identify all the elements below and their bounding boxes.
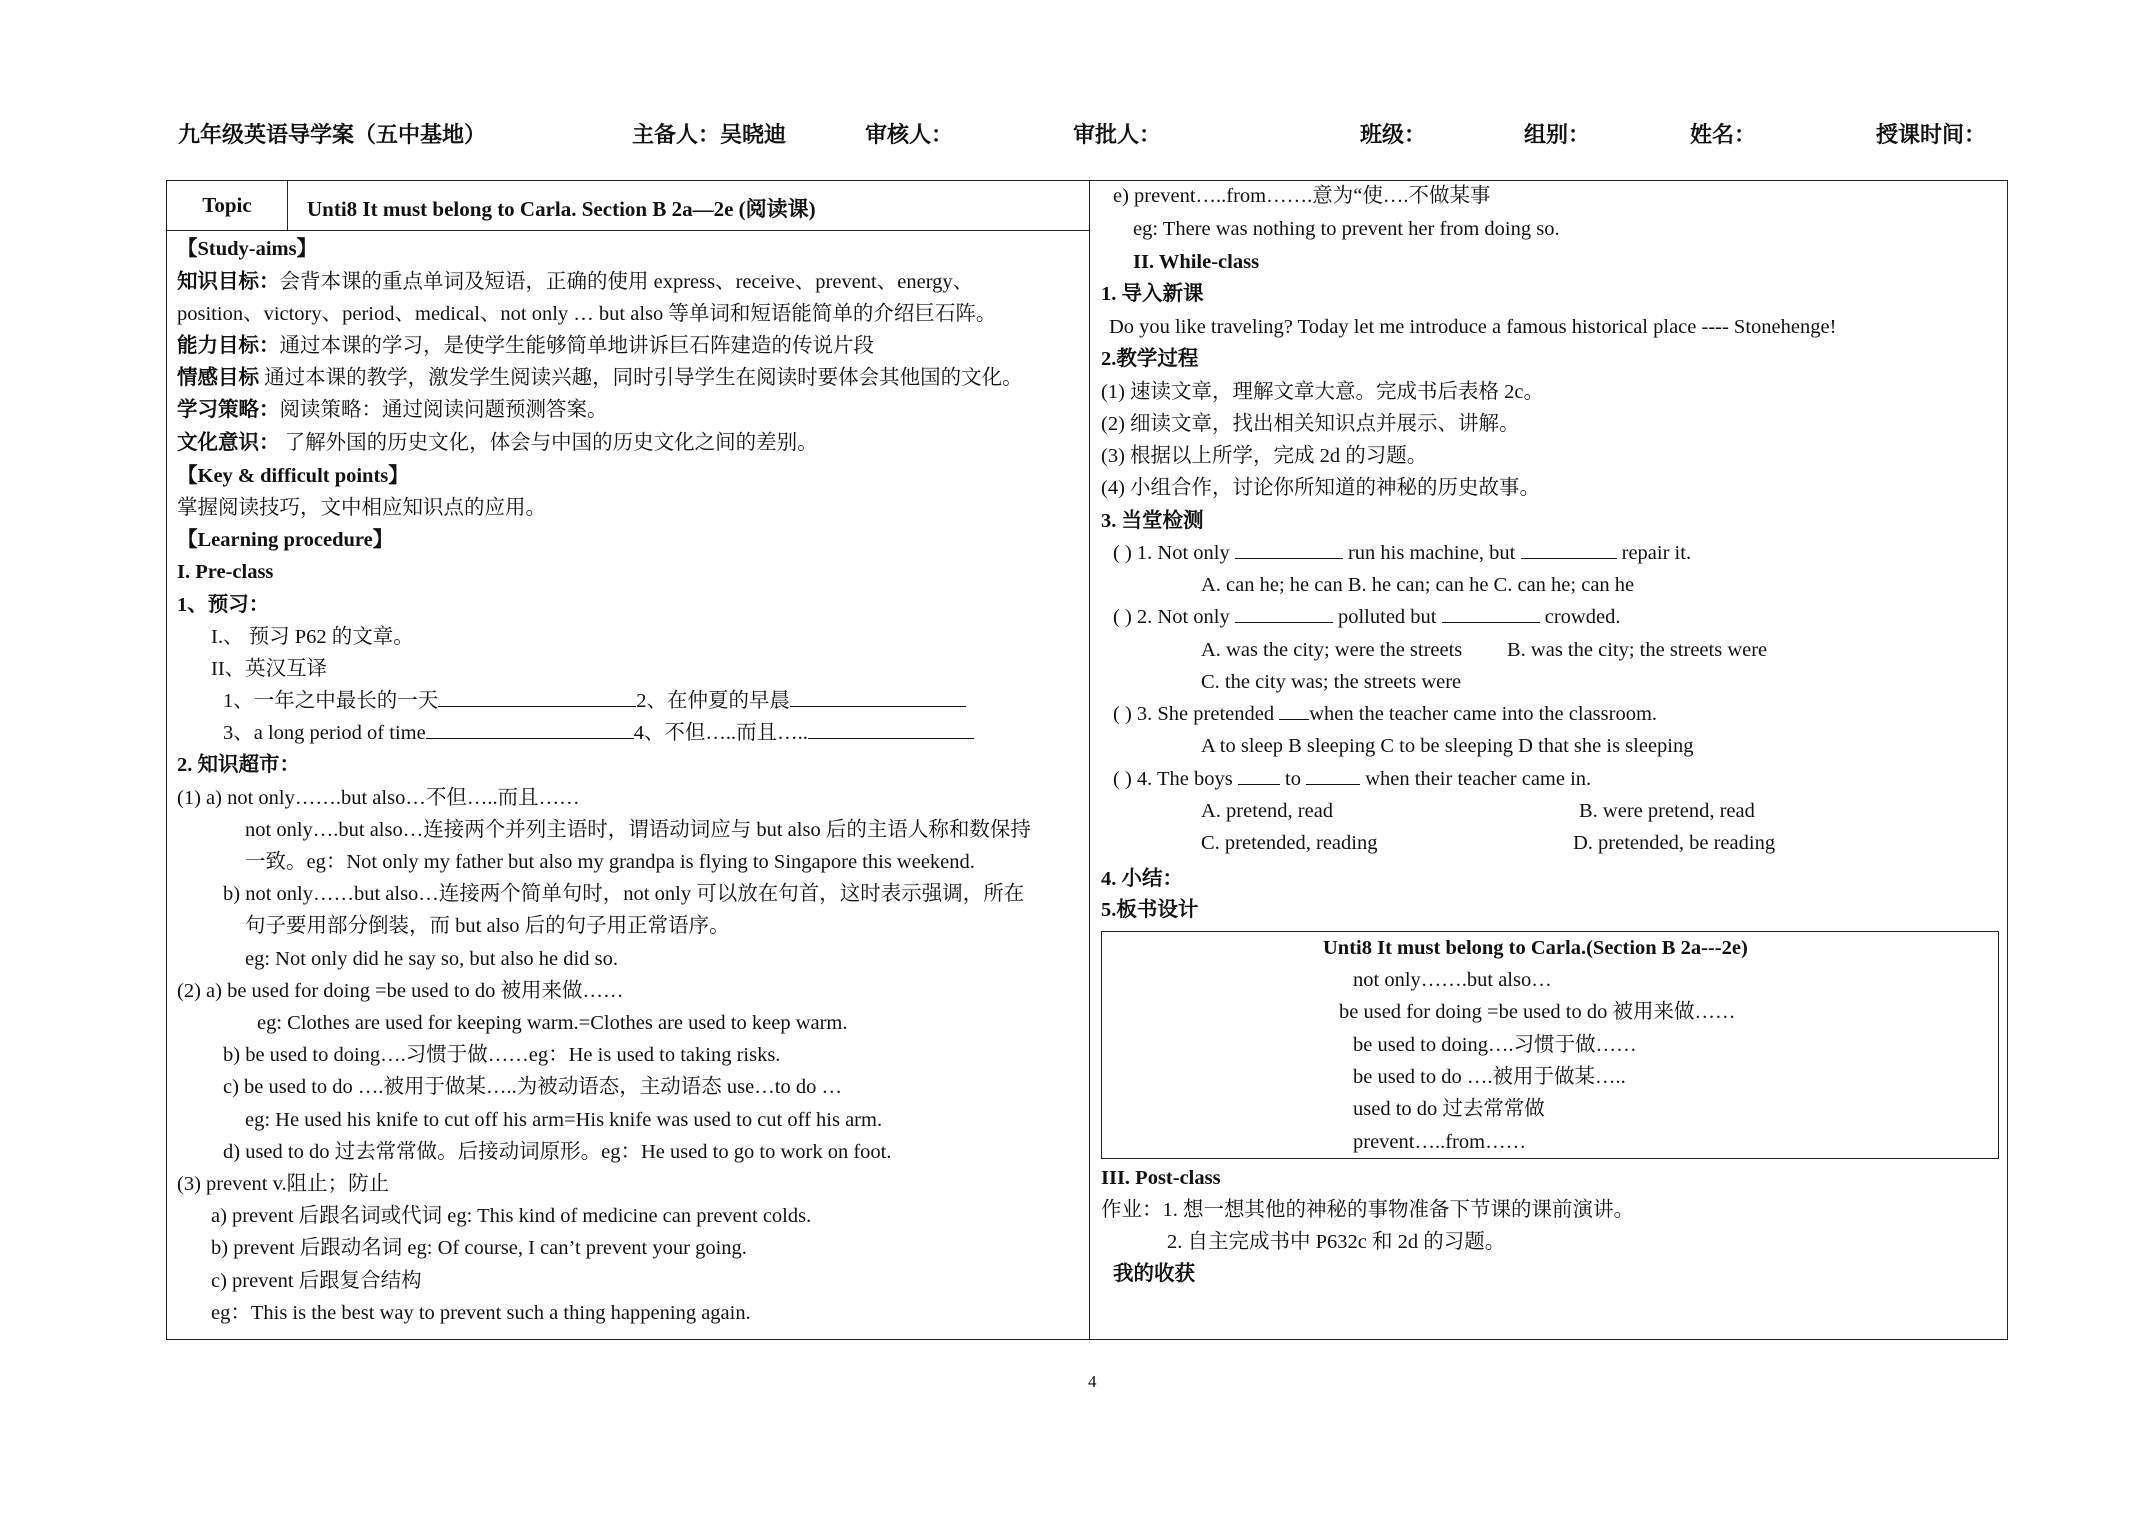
- k3-a: a) prevent 后跟名词或代词 eg: This kind of medicine can prevent colds.: [211, 1205, 812, 1227]
- column-divider: [1089, 181, 1090, 1339]
- approver: 审批人：: [1073, 122, 1162, 147]
- process-heading: 2.教学过程: [1101, 348, 1199, 370]
- preview-heading: 1、预习：: [177, 594, 270, 616]
- culture-label: 文化意识：: [177, 432, 280, 454]
- k2-a: (2) a) be used for doing =be used to do 被用来做……: [177, 980, 624, 1002]
- study-aims-heading: 【Study-aims】: [177, 238, 318, 260]
- summary-heading: 4. 小结：: [1101, 868, 1183, 890]
- question-4-option-a: A. pretend, read: [1201, 800, 1334, 822]
- ability-aim-text: 通过本课的学习，是使学生能够简单地讲诉巨石阵建造的传说片段: [279, 335, 874, 357]
- board-line-2: be used for doing =be used to do 被用来做……: [1339, 1001, 1736, 1023]
- question-2-option-a: A. was the city; were the streets: [1201, 639, 1463, 661]
- check-heading: 3. 当堂检测: [1101, 510, 1204, 532]
- knowledge-market-heading: 2. 知识超市：: [177, 754, 300, 776]
- question-4-option-d: D. pretended, be reading: [1573, 832, 1776, 854]
- intro-text: Do you like traveling? Today let me introduce a famous historical place ---- Stonehenge!: [1109, 316, 1837, 338]
- knowledge-aim-line2: position、victory、period、medical、not only … but also 等单词和短语能简单的介绍巨石阵。: [177, 303, 997, 325]
- process-step-2: (2) 细读文章，找出相关知识点并展示、讲解。: [1101, 413, 1520, 435]
- answer-blank[interactable]: [1279, 701, 1309, 720]
- k3-b: b) prevent 后跟动名词 eg: Of course, I can’t prevent your going.: [211, 1237, 747, 1259]
- k2-d: d) used to do 过去常常做。后接动词原形。eg：He used to go to work on foot.: [223, 1141, 892, 1163]
- group-field: 组别：: [1524, 122, 1591, 147]
- pre-class-heading: I. Pre-class: [177, 561, 274, 583]
- question-1-options: A. can he; he can B. he can; can he C. can he; can he: [1201, 574, 1635, 596]
- ability-aim: [177, 333, 874, 359]
- name-field: 姓名：: [1690, 122, 1757, 147]
- topic-label: Topic: [202, 193, 252, 217]
- q2-mid: polluted but: [1337, 606, 1437, 628]
- lesson-time-field: 授课时间：: [1876, 122, 1987, 147]
- k1-b: b) not only……but also…连接两个简单句时，not only 可以放在句首，这时表示强调，所在: [223, 883, 1025, 905]
- k2-b: b) be used to doing….习惯于做……eg：He is used to taking risks.: [223, 1044, 781, 1066]
- answer-blank[interactable]: [438, 688, 636, 707]
- answer-blank[interactable]: [1235, 604, 1333, 623]
- board-design-heading: 5.板书设计: [1101, 899, 1199, 921]
- preparer: 主备人：吴晓迪: [632, 122, 787, 147]
- learning-procedure-heading: 【Learning procedure】: [177, 529, 394, 551]
- emotion-aim: [177, 365, 1023, 391]
- preview-item-1: I.、 预习 P62 的文章。: [211, 626, 414, 648]
- question-2: [1113, 604, 1620, 630]
- board-line-6: prevent…..from……: [1353, 1131, 1527, 1153]
- translation-2: 2、在仲夏的早晨: [636, 690, 790, 712]
- topic-divider: [287, 181, 288, 230]
- question-3: [1113, 701, 1657, 727]
- reviewer: 审核人：: [865, 122, 954, 147]
- emotion-aim-text: 通过本课的教学，激发学生阅读兴趣，同时引导学生在阅读时要体会其他国的文化。: [259, 367, 1023, 389]
- page-number: 4: [1088, 1372, 1097, 1391]
- k3: (3) prevent v.阻止；防止: [177, 1173, 390, 1195]
- strategy-text: 阅读策略：通过阅读问题预测答案。: [279, 399, 608, 421]
- k3-c: c) prevent 后跟复合结构: [211, 1270, 422, 1292]
- process-step-3: (3) 根据以上所学，完成 2d 的习题。: [1101, 445, 1428, 467]
- k2-c: c) be used to do ….被用于做某…..为被动语态，主动语态 use…to do …: [223, 1076, 842, 1098]
- board-title: Unti8 It must belong to Carla.(Section B 2a---2e): [1323, 937, 1748, 959]
- q4-mid: to: [1285, 768, 1301, 790]
- culture-text: 了解外国的历史文化，体会与中国的历史文化之间的差别。: [279, 432, 818, 454]
- k2-a-example: eg: Clothes are used for keeping warm.=Clothes are used to keep warm.: [257, 1012, 848, 1034]
- translation-row-2: [223, 720, 974, 746]
- answer-blank[interactable]: [426, 720, 634, 739]
- question-2-option-c: C. the city was; the streets were: [1201, 671, 1462, 693]
- translation-1: 1、一年之中最长的一天: [223, 690, 439, 712]
- knowledge-aim-text: 会背本课的重点单词及短语，正确的使用 express、receive、prevent、energy、: [279, 271, 974, 293]
- k1-a-explain: not only….but also…连接两个并列主语时，谓语动词应与 but also 后的主语人称和数保持: [245, 819, 1031, 841]
- q1-end: repair it.: [1621, 542, 1692, 564]
- translation-row-1: [223, 688, 966, 714]
- k1-a-example: 一致。eg：Not only my father but also my grandpa is flying to Singapore this weekend.: [245, 851, 975, 873]
- e-prevent-example: eg: There was nothing to prevent her from doing so.: [1133, 218, 1560, 240]
- knowledge-aim: [177, 269, 973, 295]
- k1-b-explain: 句子要用部分倒装，而 but also 后的句子用正常语序。: [245, 915, 730, 937]
- post-class-heading: III. Post-class: [1101, 1167, 1221, 1189]
- process-step-4: (4) 小组合作，讨论你所知道的神秘的历史故事。: [1101, 477, 1541, 499]
- class-field: 班级：: [1360, 122, 1427, 147]
- process-step-1: (1) 速读文章，理解文章大意。完成书后表格 2c。: [1101, 381, 1545, 403]
- board-line-5: used to do 过去常常做: [1353, 1098, 1545, 1120]
- key-points-text: 掌握阅读技巧，文中相应知识点的应用。: [177, 497, 546, 519]
- answer-blank[interactable]: [1442, 604, 1540, 623]
- homework-2: 2. 自主完成书中 P632c 和 2d 的习题。: [1167, 1231, 1506, 1253]
- board-line-1: not only…….but also…: [1353, 969, 1552, 991]
- translation-3: 3、a long period of time: [223, 722, 426, 744]
- answer-blank[interactable]: [808, 720, 974, 739]
- knowledge-aim-label: 知识目标：: [177, 271, 280, 293]
- k2-c-example: eg: He used his knife to cut off his arm=His knife was used to cut off his arm.: [245, 1109, 883, 1131]
- cultural-awareness: [177, 430, 818, 456]
- question-4-option-c: C. pretended, reading: [1201, 832, 1378, 854]
- homework-1: 作业：1. 想一想其他的神秘的事物准备下节课的课前演讲。: [1101, 1199, 1634, 1221]
- while-class-heading: II. While-class: [1133, 251, 1260, 273]
- preview-item-2: II、英汉互译: [211, 658, 328, 680]
- intro-heading: 1. 导入新课: [1101, 283, 1204, 305]
- q3-stem: ( ) 3. She pretended: [1113, 703, 1275, 725]
- question-1: [1113, 540, 1691, 566]
- q4-end: when their teacher came in.: [1365, 768, 1592, 790]
- lesson-table: [166, 180, 2008, 1340]
- question-2-option-b: B. was the city; the streets were: [1507, 639, 1768, 661]
- answer-blank[interactable]: [1235, 540, 1343, 559]
- board-line-3: be used to doing….习惯于做……: [1353, 1034, 1637, 1056]
- ability-aim-label: 能力目标：: [177, 335, 280, 357]
- q1-mid: run his machine, but: [1347, 542, 1516, 564]
- k3-c-example: eg：This is the best way to prevent such a thing happening again.: [211, 1302, 751, 1324]
- question-3-options: A to sleep B sleeping C to be sleeping D that she is sleeping: [1201, 735, 1694, 757]
- q1-stem: ( ) 1. Not only: [1113, 542, 1230, 564]
- k1-b-example: eg: Not only did he say so, but also he did so.: [245, 948, 618, 970]
- translation-4: 4、不但…..而且…..: [633, 722, 808, 744]
- e-prevent: e) prevent…..from…….意为“使….不做某事: [1113, 185, 1491, 207]
- k1-a: (1) a) not only…….but also…不但…..而且……: [177, 787, 580, 809]
- key-points-heading: 【Key & difficult points】: [177, 465, 409, 487]
- question-4: [1113, 766, 1591, 792]
- question-4-option-b: B. were pretend, read: [1579, 800, 1755, 822]
- gains-heading: 我的收获: [1113, 1263, 1195, 1285]
- doc-title: 九年级英语导学案（五中基地）: [178, 122, 487, 147]
- answer-blank[interactable]: [1238, 766, 1280, 785]
- answer-blank[interactable]: [1521, 540, 1617, 559]
- board-line-4: be used to do ….被用于做某…..: [1353, 1066, 1626, 1088]
- q4-stem: ( ) 4. The boys: [1113, 768, 1233, 790]
- topic-text: Unti8 It must belong to Carla. Section B 2a—2e (阅读课): [307, 197, 816, 221]
- q2-stem: ( ) 2. Not only: [1113, 606, 1230, 628]
- emotion-aim-label: 情感目标: [177, 367, 259, 389]
- learning-strategy: [177, 397, 608, 423]
- q3-end: when the teacher came into the classroom.: [1309, 703, 1658, 725]
- answer-blank[interactable]: [1306, 766, 1360, 785]
- answer-blank[interactable]: [790, 688, 966, 707]
- strategy-label: 学习策略：: [177, 399, 280, 421]
- topic-row: [167, 181, 1089, 231]
- q2-end: crowded.: [1544, 606, 1621, 628]
